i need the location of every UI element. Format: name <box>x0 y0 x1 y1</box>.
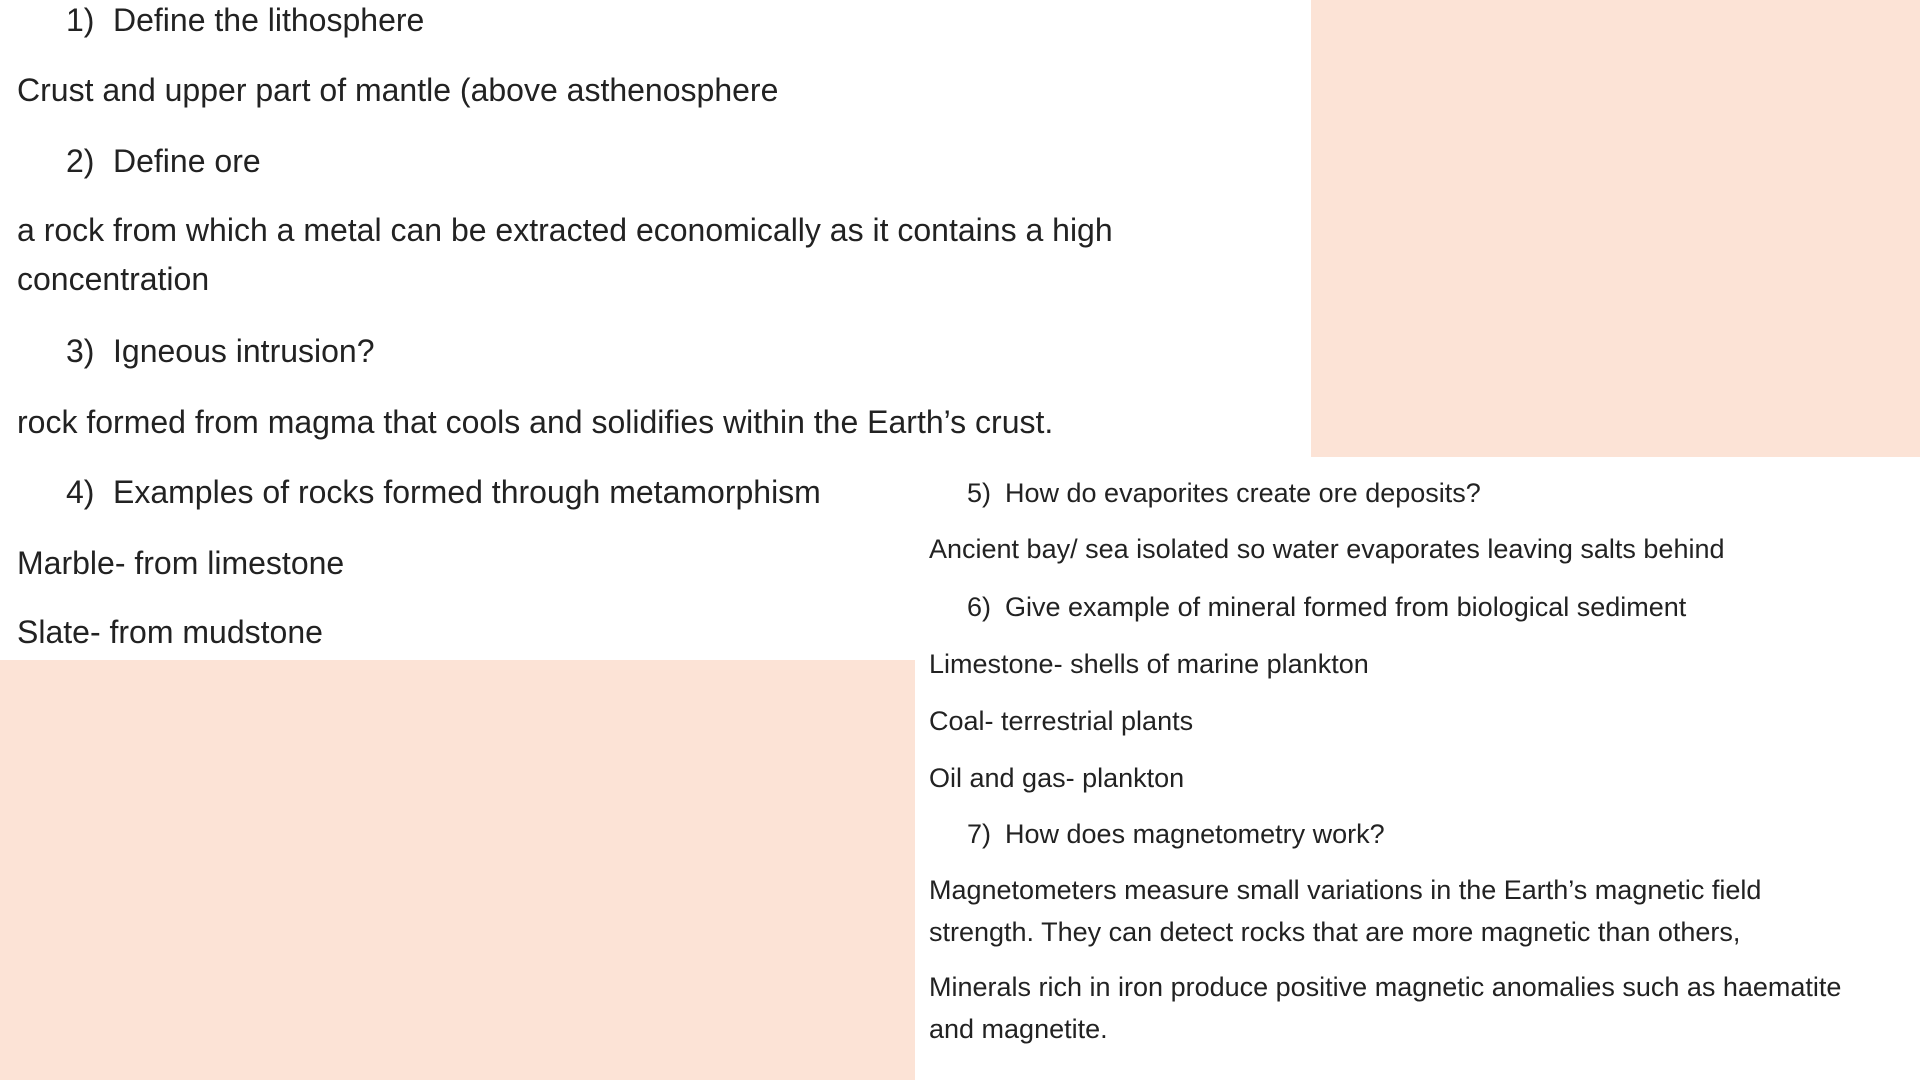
question-2 <box>66 141 261 181</box>
question-4-number: 4) <box>66 474 95 510</box>
answer-2-line-2: concentration <box>17 261 210 297</box>
question-7-text: How does magnetometry work? <box>1005 819 1385 849</box>
answer-3-line-1: rock formed from magma that cools and solidifies within the Earth’s crust. <box>17 404 1054 440</box>
question-7 <box>967 813 1385 855</box>
question-6 <box>967 586 1686 628</box>
answer-6-line-3: Oil and gas- plankton <box>929 763 1185 793</box>
answer-6-line-2: Coal- terrestrial plants <box>929 706 1194 736</box>
question-3-number: 3) <box>66 333 95 369</box>
answer-6-line-1: Limestone- shells of marine plankton <box>929 649 1369 679</box>
question-6-number: 6) <box>967 592 992 622</box>
answer-2-line-1: a rock from which a metal can be extracted economically as it contains a high <box>17 212 1113 248</box>
question-3 <box>66 331 375 371</box>
answer-1-line-1: Crust and upper part of mantle (above asthenosphere <box>17 72 779 108</box>
question-1 <box>66 0 424 40</box>
question-6-text: Give example of mineral formed from biological sediment <box>1005 592 1687 622</box>
question-5-text: How do evaporites create ore deposits? <box>1005 478 1481 508</box>
question-3-text: Igneous intrusion? <box>113 333 375 369</box>
question-2-text: Define ore <box>113 143 261 179</box>
question-7-number: 7) <box>967 819 992 849</box>
answer-7-line-2: strength. They can detect rocks that are more magnetic than others, <box>929 917 1741 947</box>
background-block-top-right <box>1311 0 1920 457</box>
question-1-number: 1) <box>66 2 95 38</box>
answer-4-line-1: Marble- from limestone <box>17 545 345 581</box>
question-4 <box>66 472 821 512</box>
question-2-number: 2) <box>66 143 95 179</box>
background-block-bottom-left <box>0 660 915 1080</box>
answer-7-line-4: and magnetite. <box>929 1014 1108 1044</box>
answer-7-line-1: Magnetometers measure small variations in the Earth’s magnetic field <box>929 875 1762 905</box>
answer-7-line-3: Minerals rich in iron produce positive magnetic anomalies such as haematite <box>929 972 1842 1002</box>
question-4-text: Examples of rocks formed through metamorphism <box>113 474 821 510</box>
question-5 <box>967 472 1481 514</box>
question-5-number: 5) <box>967 478 992 508</box>
answer-4-line-2: Slate- from mudstone <box>17 614 323 650</box>
question-1-text: Define the lithosphere <box>113 2 425 38</box>
answer-5-line-1: Ancient bay/ sea isolated so water evaporates leaving salts behind <box>929 534 1725 564</box>
